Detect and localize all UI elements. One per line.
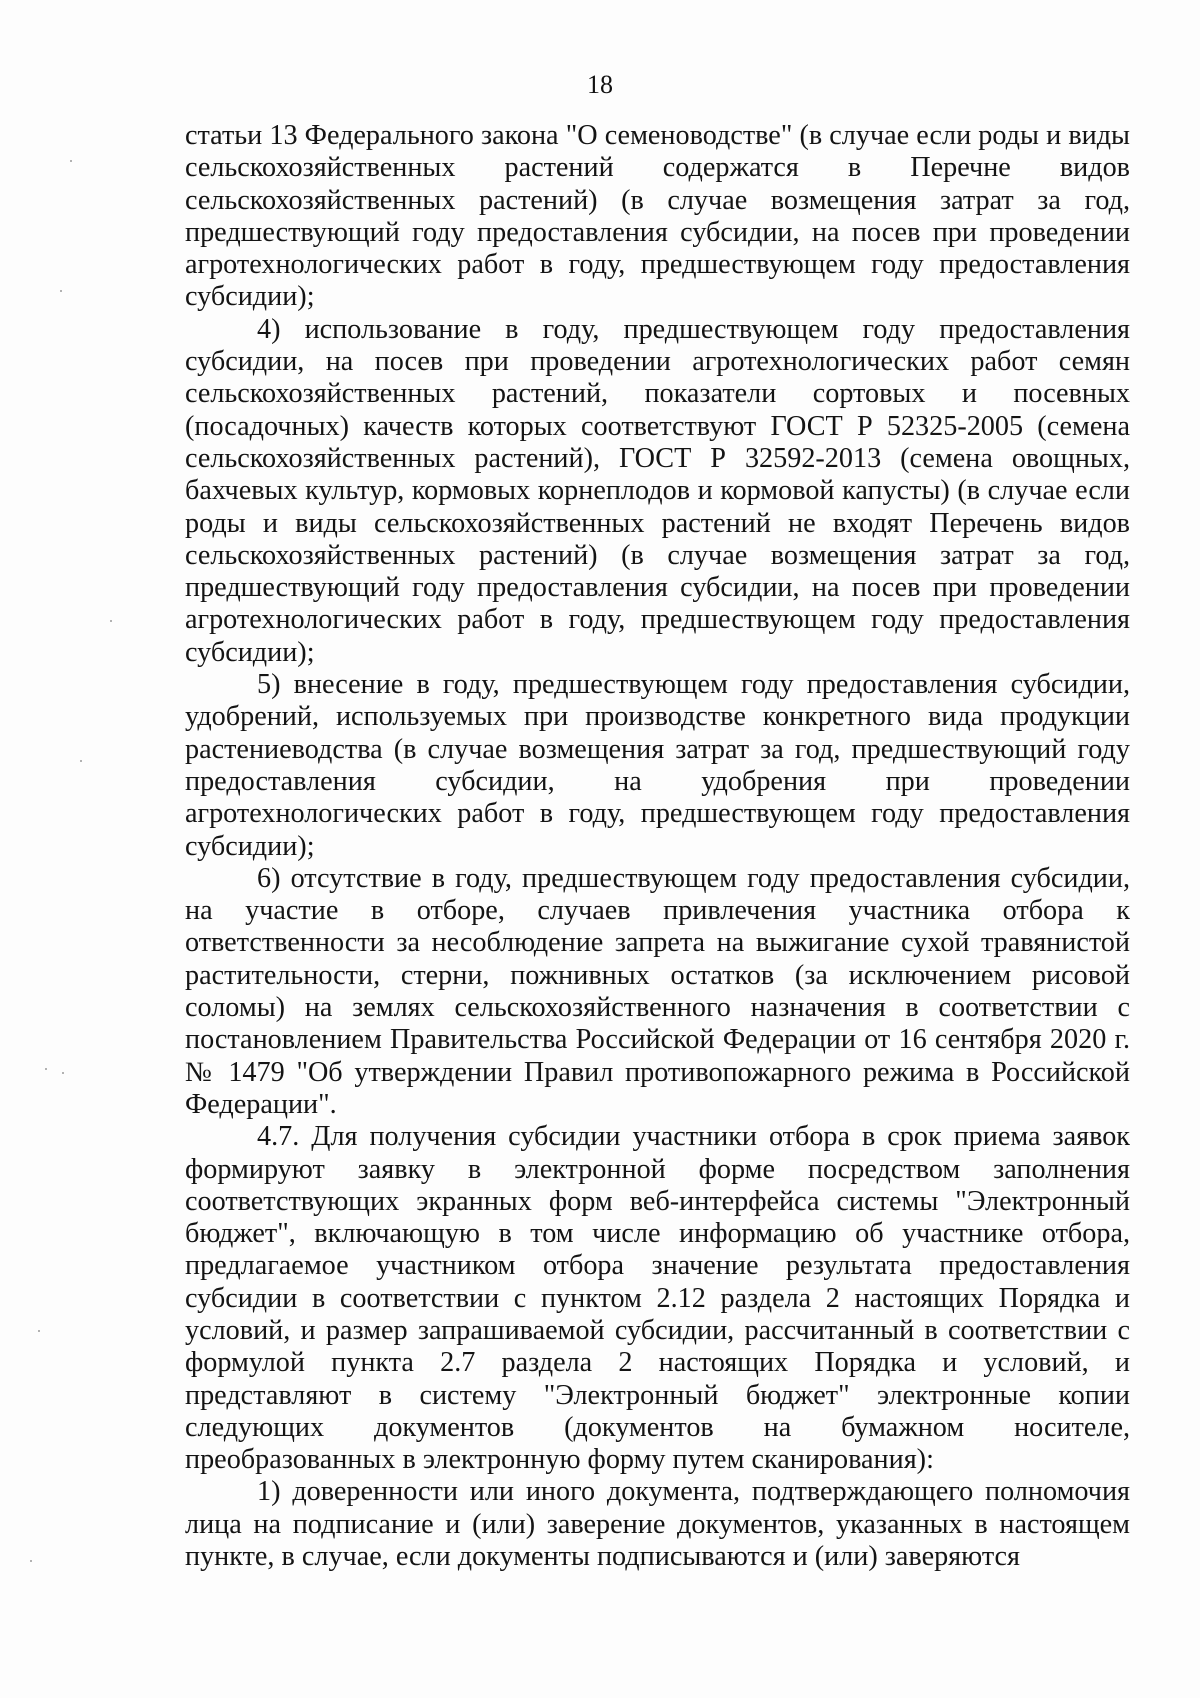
document-text [185,120,1130,1573]
paragraph-item-1: 1) доверенности или иного документа, подтверждающего полномочия лица на подписание и (или) заверение документов, указанных в настоящем пункте, в случае, если документы подписываются и (или) заверяются [185,1476,1130,1573]
paragraph-section-4-7: 4.7. Для получения субсидии участники отбора в срок приема заявок формируют заявку в электронной форме посредством заполнения соответствующих экранных форм веб-интерфейса системы "Электронный бюджет", включающую в том числе информацию об участнике отбора, предлагаемое участником отбора значение результата предоставления субсидии в соответствии с пунктом 2.12 раздела 2 настоящих Порядка и условий, и размер запрашиваемой субсидии, рассчитанный в соответствии с формулой пункта 2.7 раздела 2 настоящих Порядка и условий, и представляют в систему "Электронный бюджет" электронные копии следующих документов (документов на бумажном носителе, преобразованных в электронную форму путем сканирования): [185,1121,1130,1476]
scan-speck [80,760,82,762]
paragraph-continuation: статьи 13 Федерального закона "О семеноводстве" (в случае если роды и виды сельскохозяйственных растений содержатся в Перечне видов сельскохозяйственных растений) (в случае возмещения затрат за год, предшествующий году предоставления субсидии, на посев при проведении агротехнологических работ в году, предшествующем году предоставления субсидии); [185,120,1130,313]
page-number: 18 [587,70,613,99]
scan-speck [62,1072,64,1074]
scan-speck [45,1068,47,1070]
paragraph-item-6: 6) отсутствие в году, предшествующем году предоставления субсидии, на участие в отборе, случаев привлечения участника отбора к ответственности за несоблюдение запрета на выжигание сухой травянистой растительности, стерни, пожнивных остатков (за исключением рисовой соломы) на землях сельскохозяйственного назначения в соответствии с постановлением Правительства Российской Федерации от 16 сентября 2020 г. № 1479 "Об утверждении Правил противопожарного режима в Российской Федерации". [185,862,1130,1120]
paragraph-item-4: 4) использование в году, предшествующем году предоставления субсидии, на посев при проведении агротехнологических работ семян сельскохозяйственных растений, показатели сортовых и посевных (посадочных) качеств которых соответствуют ГОСТ Р 52325-2005 (семена сельскохозяйственных растений), ГОСТ Р 32592-2013 (семена овощных, бахчевых культур, кормовых корнеплодов и кормовой капусты) (в случае если роды и виды сельскохозяйственных растений не входят Перечень видов сельскохозяйственных растений) (в случае возмещения затрат за год, предшествующий году предоставления субсидии, на посев при проведении агротехнологических работ в году, предшествующем году предоставления субсидии); [185,313,1130,668]
scan-speck [110,620,112,622]
scan-speck [70,160,72,162]
paragraph-item-5: 5) внесение в году, предшествующем году предоставления субсидии, удобрений, используемых при производстве конкретного вида продукции растениеводства (в случае возмещения затрат за год, предшествующий году предоставления субсидии, на удобрения при проведении агротехнологических работ в году, предшествующем году предоставления субсидии); [185,669,1130,862]
scan-speck [38,1330,40,1332]
scan-speck [30,1560,32,1562]
scan-speck [60,290,62,292]
